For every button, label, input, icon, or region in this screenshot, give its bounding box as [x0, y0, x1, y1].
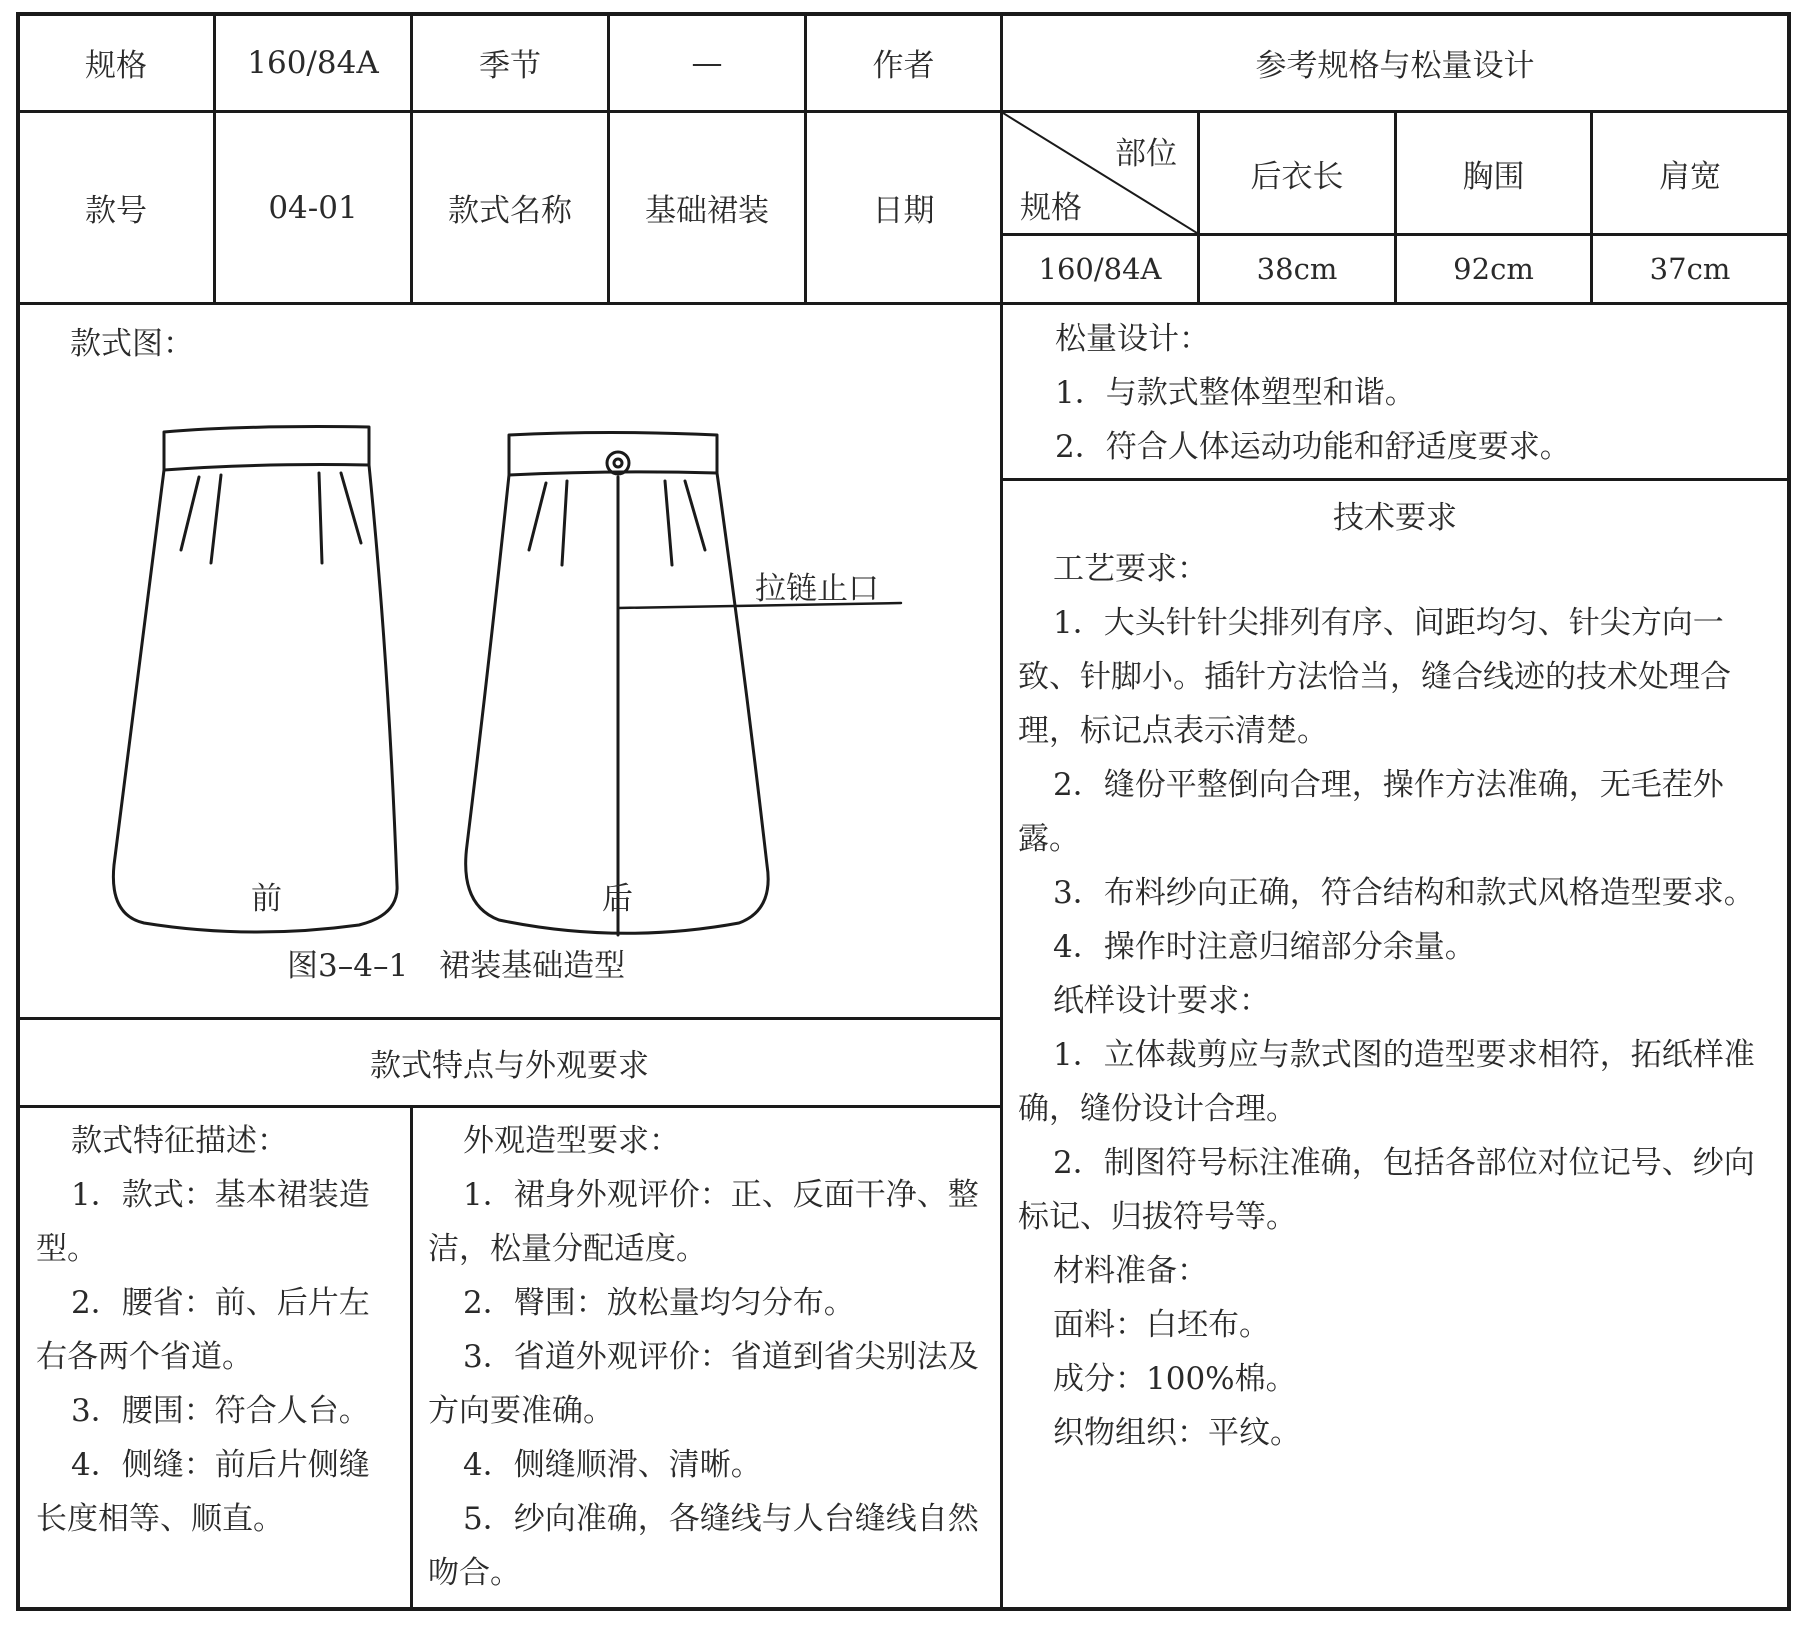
craft-item: 4．操作时注意归缩部分余量。: [1053, 929, 1476, 965]
appearance-item: 1．裙身外观评价：正、反面干净、整洁，松量分配适度。: [428, 1177, 979, 1267]
pattern-heading: 纸样设计要求：: [1053, 983, 1270, 1019]
style-name-label: 款式名称: [448, 193, 572, 229]
season-value: —: [691, 44, 723, 81]
appearance-item: 3．省道外观评价：省道到省尖别法及方向要准确。: [428, 1339, 979, 1429]
divider: [410, 1105, 413, 1611]
date-label: 日期: [872, 193, 935, 229]
craft-item: 2．缝份平整倒向合理，操作方法准确，无毛茬外露。: [1018, 767, 1724, 857]
features-title: 款式特点与外观要求: [370, 1048, 649, 1084]
craft-heading: 工艺要求：: [1053, 551, 1208, 587]
column-header: 后衣长: [1250, 158, 1344, 195]
appearance-item: 2．臀围：放松量均匀分布。: [463, 1285, 855, 1321]
back-label: 后: [602, 881, 633, 917]
row-label: 160/84A: [1038, 252, 1162, 286]
ease-section: [1020, 312, 1780, 474]
ease-item: 1．与款式整体塑型和谐。: [1055, 375, 1416, 411]
style-drawing-label: 款式图：: [70, 326, 194, 362]
appearance-requirements: [428, 1114, 988, 1600]
appearance-item: 4．侧缝顺滑、清晰。: [463, 1447, 762, 1483]
description-item: 1．款式：基本裙装造型。: [36, 1177, 370, 1267]
measurement-value: 38cm: [1256, 252, 1338, 286]
spec-value: 160/84A: [247, 44, 379, 81]
description-item: 3．腰围：符合人台。: [71, 1393, 370, 1429]
material-item: 成分：100%棉。: [1053, 1361, 1297, 1397]
pattern-item: 2．制图符号标注准确，包括各部位对位记号、纱向标记、归拔符号等。: [1018, 1145, 1755, 1235]
pattern-item: 1．立体裁剪应与款式图的造型要求相符，拓纸样准确，缝份设计合理。: [1018, 1037, 1755, 1127]
description-item: 2．腰省：前、后片左右各两个省道。: [36, 1285, 370, 1375]
column-header: 肩宽: [1659, 158, 1721, 195]
column-header: 胸围: [1462, 158, 1525, 195]
table-border-right: [1787, 12, 1791, 1611]
style-name-value: 基础裙装: [645, 193, 769, 229]
ease-item: 2．符合人体运动功能和舒适度要求。: [1055, 429, 1571, 465]
material-item: 面料：白坯布。: [1053, 1307, 1270, 1343]
measurement-value: 37cm: [1649, 252, 1731, 286]
front-skirt: [113, 427, 397, 932]
appearance-item: 5．纱向准确，各缝线与人台缝线自然吻合。: [428, 1501, 979, 1591]
technical-title: 技术要求: [1333, 499, 1457, 536]
feature-description: [36, 1114, 398, 1546]
divider: [16, 1105, 1002, 1108]
zipper-label: 拉链止口: [755, 571, 879, 607]
material-item: 织物组织：平纹。: [1053, 1415, 1301, 1451]
technical-requirements: [1018, 542, 1780, 1460]
description-item: 4．侧缝：前后片侧缝长度相等、顺直。: [36, 1447, 370, 1537]
back-skirt: [466, 433, 901, 936]
front-label: 前: [251, 881, 282, 917]
appearance-heading: 外观造型要求：: [463, 1123, 680, 1159]
ease-heading: 松量设计：: [1055, 321, 1210, 357]
spec-label: 规格: [85, 48, 147, 84]
measurement-value: 92cm: [1453, 252, 1534, 286]
season-label: 季节: [479, 48, 541, 84]
table-border-bottom: [16, 1607, 1790, 1611]
reference-title: 参考规格与松量设计: [1255, 48, 1535, 84]
skirt-drawing: [19, 305, 999, 1017]
craft-item: 3．布料纱向正确，符合结构和款式风格造型要求。: [1053, 875, 1755, 911]
style-no-label: 款号: [85, 193, 147, 229]
style-no-value: 04-01: [268, 189, 358, 226]
corner-label-spec: 规格: [1020, 190, 1082, 226]
figure-caption: 图3–4–1 裙装基础造型: [287, 948, 626, 984]
author-label: 作者: [872, 48, 935, 84]
divider: [1002, 478, 1790, 481]
corner-label-position: 部位: [1115, 136, 1177, 172]
craft-item: 1．大头针针尖排列有序、间距均匀、针尖方向一致、针脚小。插针方法恰当，缝合线迹的技术处理合理，标记点表示清楚。: [1018, 605, 1731, 749]
description-heading: 款式特征描述：: [71, 1123, 288, 1159]
material-heading: 材料准备：: [1053, 1253, 1208, 1289]
